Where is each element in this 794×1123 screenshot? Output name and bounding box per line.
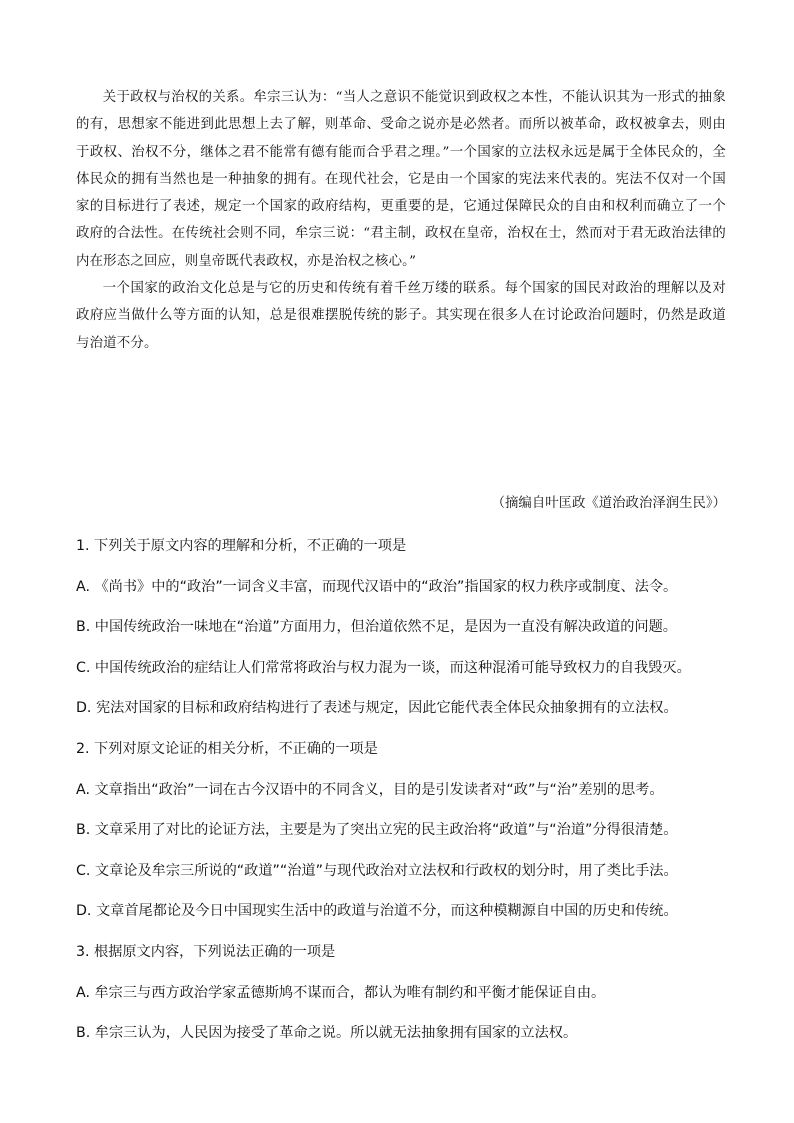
- option-c: C. 中国传统政治的症结让人们常常将政治与权力混为一谈，而这种混淆可能导致权力的自我毁灭。: [76, 659, 691, 676]
- passage-paragraph: 一个国家的政治文化总是与它的历史和传统有着千丝万缕的联系。每个国家的国民对政治的理解以及对政府应当做什么等方面的认知，总是很难摆脱传统的影子。其实现在很多人在讨论政治问题时，仍然是政道与治道不分。: [76, 281, 726, 351]
- passage: [76, 84, 726, 357]
- question-list: [76, 532, 736, 1060]
- option-d: D. 文章首尾都论及今日中国现实生活中的政道与治道不分，而这种模糊源自中国的历史和传统。: [76, 903, 678, 920]
- source-citation: （摘编自叶匡政《道治政治泽润生民》）: [491, 496, 726, 511]
- question-stem: 2. 下列对原文论证的相关分析，不正确的一项是: [76, 740, 378, 757]
- option-b: B. 牟宗三认为，人民因为接受了革命之说。所以就无法抽象拥有国家的立法权。: [76, 1025, 578, 1042]
- option-d: D. 宪法对国家的目标和政府结构进行了表述与规定，因此它能代表全体民众抽象拥有的立法权。: [76, 700, 678, 717]
- question-stem: 1. 下列关于原文内容的理解和分析，不正确的一项是: [76, 538, 407, 554]
- passage-paragraph: 关于政权与治权的关系。牟宗三认为：“当人之意识不能觉识到政权之本性，不能认识其为一形式的抽象的有，思想家不能进到此思想上去了解，则革命、受命之说亦是必然者。而所以被革命，政权被拿去，则由于政权、治权不分，继体之君不能常有德有能而合乎君之理。”一个国家的立法权永远是属于全体民众的，全体民众的拥有当然也是一种抽象的拥有。在现代社会，它是由一个国家的宪法来代表的。宪法不仅对一个国家的目标进行了表述，规定一个国家的政府结构，更重要的是，它通过保障民众的自由和权利而确立了一个政府的合法性。在传统社会则不同，牟宗三说：“君主制，政权在皇帝，治权在士，然而对于君无政治法律的内在形态之回应，则皇帝既代表政权，亦是治权之核心。”: [76, 90, 726, 269]
- option-b: B. 中国传统政治一味地在“治道”方面用力，但治道依然不足，是因为一直没有解决政道的问题。: [76, 619, 677, 636]
- option-a: A. 文章指出“政治”一词在古今汉语中的不同含义，目的是引发读者对“政”与“治”差别的思考。: [76, 781, 664, 798]
- option-a: A. 《尚书》中的“政治”一词含义丰富，而现代汉语中的“政治”指国家的权力秩序或制度、法令。: [76, 578, 678, 595]
- option-b: B. 文章采用了对比的论证方法，主要是为了突出立宪的民主政治将“政道”与“治道”分得很清楚。: [76, 822, 678, 839]
- question-stem: 3. 根据原文内容，下列说法正确的一项是: [76, 943, 336, 960]
- option-c: C. 文章论及牟宗三所说的“政道”“治道”与现代政治对立法权和行政权的划分时，用了类比手法。: [76, 862, 678, 879]
- option-a: A. 牟宗三与西方政治学家孟德斯鸠不谋而合，都认为唯有制约和平衡才能保证自由。: [76, 984, 606, 1001]
